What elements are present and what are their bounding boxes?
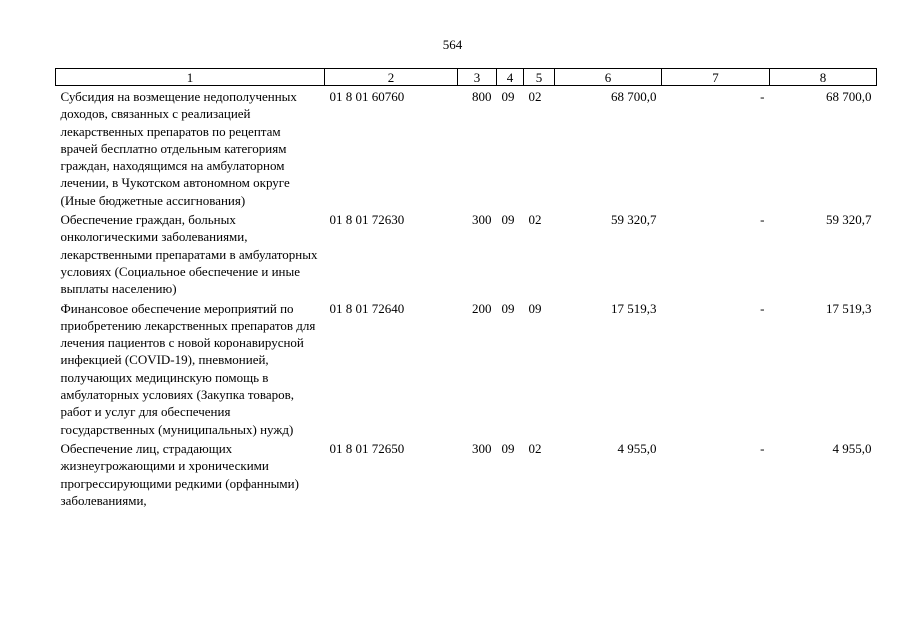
row-type: 300: [472, 440, 492, 456]
row-subsection: 02: [528, 440, 542, 456]
header-cell-8: 8: [770, 69, 877, 86]
row-subsection: 09: [528, 300, 542, 316]
row-col8: 4 955,0: [832, 440, 872, 456]
header-cell-5: 5: [524, 69, 555, 86]
table-row: [56, 209, 877, 297]
table-row: [56, 438, 877, 509]
header-cell-7: 7: [662, 69, 770, 86]
row-subsection: 02: [528, 89, 542, 104]
row-name: Обеспечение граждан, больных онкологическими заболеваниями, лекарственными препаратами в амбулаторных условиях (Социальное обеспечение и иные выплаты населению): [60, 212, 318, 297]
row-col8: 17 519,3: [826, 300, 872, 316]
row-section: 09: [501, 212, 515, 228]
row-code: 01 8 01 60760: [329, 89, 405, 104]
row-name: Субсидия на возмещение недополученных доходов, связанных с реализацией лекарственных препаратов по рецептам врачей бесплатно отдельным категориям граждан, находящимся на амбулаторном лечении, в Чукотском автономном округе (Иные бюджетные ассигнования): [60, 89, 297, 208]
row-col7: -: [760, 89, 765, 104]
page-number: 564: [442, 37, 463, 52]
budget-table: [55, 68, 877, 509]
row-type: 300: [472, 212, 492, 228]
row-section: 09: [501, 300, 515, 316]
row-col6: 4 955,0: [617, 440, 657, 456]
header-cell-4: 4: [497, 69, 524, 86]
row-subsection: 02: [528, 212, 542, 228]
header-cell-2: 2: [325, 69, 458, 86]
header-cell-1: 1: [56, 69, 325, 86]
table-row: [56, 86, 877, 210]
row-col7: -: [760, 300, 765, 316]
row-code: 01 8 01 72630: [329, 212, 405, 228]
row-type: 200: [472, 300, 492, 316]
row-col8: 68 700,0: [826, 89, 872, 104]
row-col6: 59 320,7: [611, 212, 657, 228]
row-col6: 68 700,0: [611, 89, 657, 104]
row-col8: 59 320,7: [826, 212, 872, 228]
row-name: Финансовое обеспечение мероприятий по приобретению лекарственных препаратов для лечения пациентов с новой коронавирусной инфекцией (COVID-19), пневмонией, получающих медицинскую помощь в амбулаторных условиях (Закупка товаров, работ и услуг для обеспечения государственных (муниципальных) нужд): [60, 300, 316, 437]
header-row: [56, 69, 877, 86]
row-name: Обеспечение лиц, страдающих жизнеугрожающими и хроническими прогрессирующими редкими (орфанными) заболеваниями,: [60, 440, 299, 508]
row-section: 09: [501, 440, 515, 456]
row-code: 01 8 01 72650: [329, 440, 405, 456]
row-section: 09: [501, 89, 515, 104]
header-cell-6: 6: [555, 69, 662, 86]
row-code: 01 8 01 72640: [329, 300, 405, 316]
row-col7: -: [760, 440, 765, 456]
row-type: 800: [472, 89, 492, 104]
table-row: [56, 298, 877, 438]
row-col6: 17 519,3: [611, 300, 657, 316]
header-cell-3: 3: [458, 69, 497, 86]
row-col7: -: [760, 212, 765, 228]
